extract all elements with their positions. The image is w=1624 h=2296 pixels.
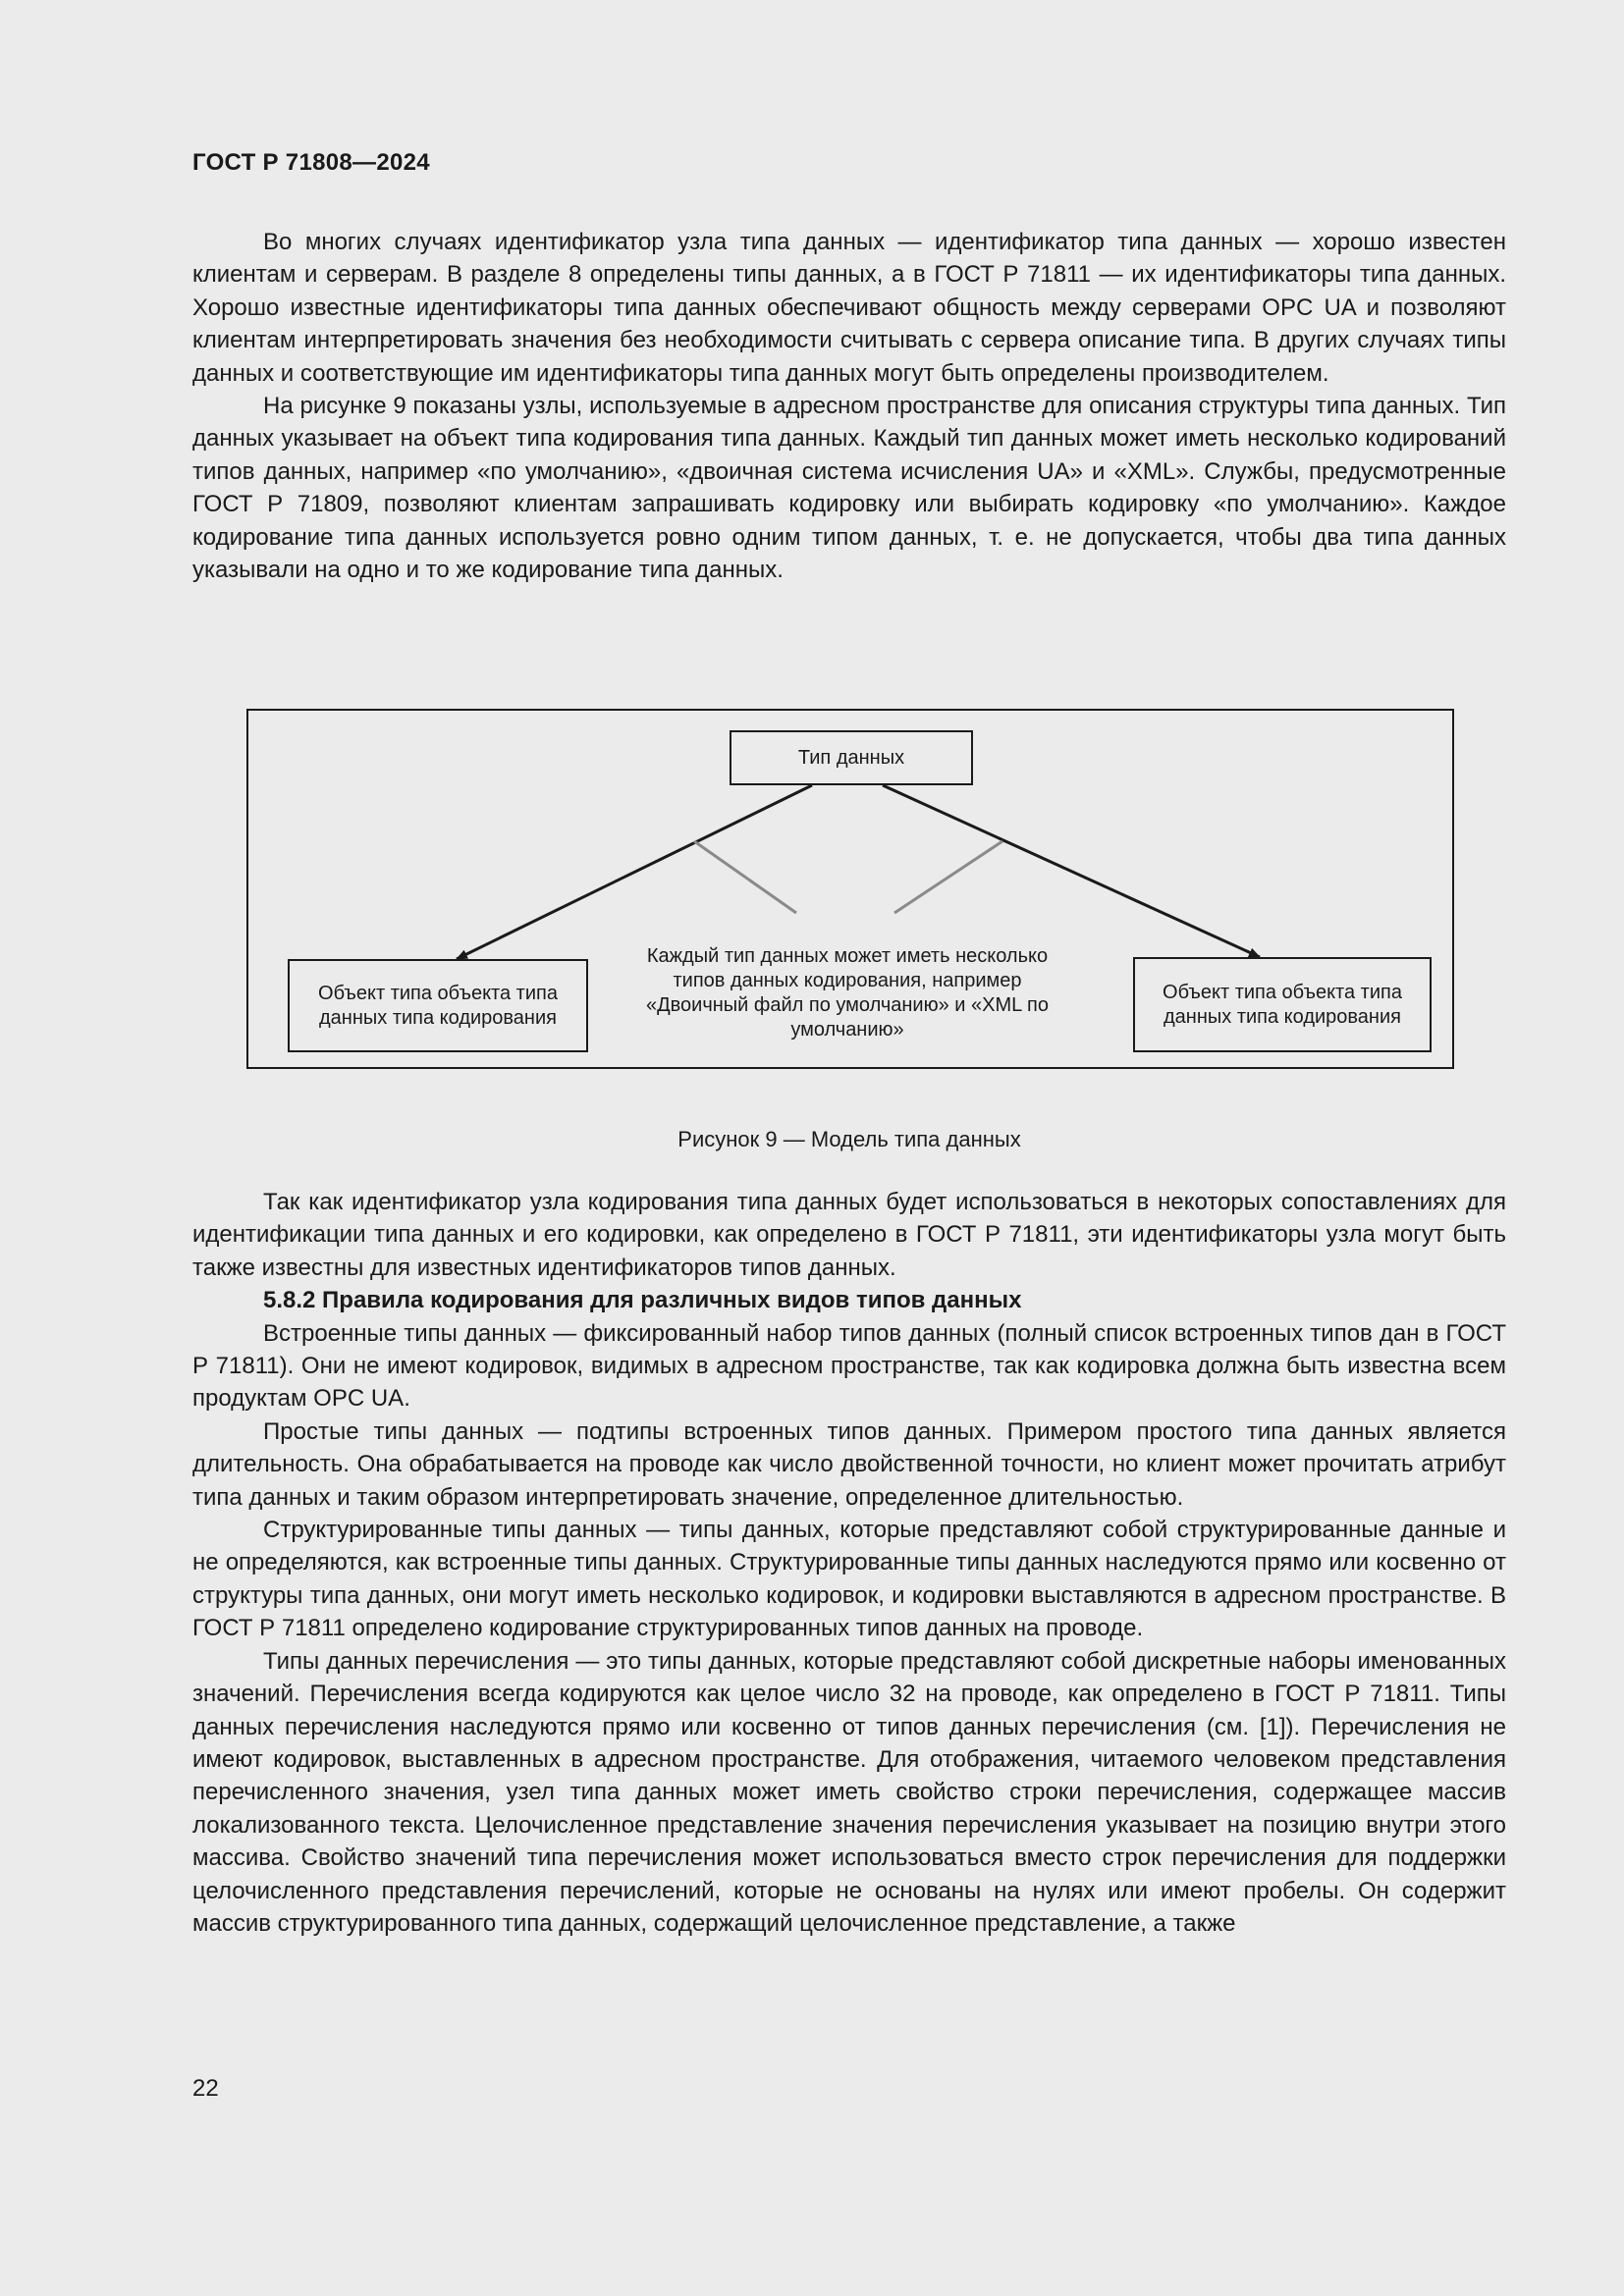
paragraph: Во многих случаях идентификатор узла типа данных — идентификатор типа данных — хорошо известен клиентам и серверам. В разделе 8 определены типы данных, а в ГОСТ Р 71811 — их идентификаторы типа данных. Хорошо известные идентификаторы типа данных обеспечивают общность между серверами OPC UA и позволяют клиентам интерпретировать значения без необходимости считывать с сервера описание типа. В других случаях типы данных и соответствующие им идентификаторы типа данных могут быть определены производителем. <box>192 229 1506 387</box>
figure-9-diagram <box>246 709 1454 1069</box>
paragraph: Типы данных перечисления — это типы данных, которые представляют собой дискретные наборы именованных значений. Перечисления всегда кодируются как целое число 32 на проводе, как определено в ГОСТ Р 71811. Типы данных перечисления наследуются прямо или косвенно от типов данных перечисления (см. [1]). Перечисления не имеют кодировок, выставленных в адресном пространстве. Для отображения, читаемого человеком представления перечисленного значения, узел типа данных может иметь свойство строки перечисления, содержащее массив локализованного текста. Целочисленное представление значения перечисления указывает на позицию внутри этого массива. Свойство значений типа перечисления может использоваться вместо строк перечисления для поддержки целочисленного представления перечислений, которые не основаны на нулях или имеют пробелы. Он содержит массив структурированного типа данных, содержащий целочисленное представление, а также <box>192 1647 1506 1937</box>
encoding-object-box-left: Объект типа объекта типа данных типа кодирования <box>288 959 588 1052</box>
note-pointer-right <box>894 841 1002 913</box>
arrow-to-left-box <box>457 785 812 959</box>
paragraph: Встроенные типы данных — фиксированный набор типов данных (полный список встроенных типов дан в ГОСТ Р 71811). Они не имеют кодировок, видимых в адресном пространстве, так как кодировка должна быть известна всем продуктам OPC UA. <box>192 1319 1506 1413</box>
document-header: ГОСТ Р 71808—2024 <box>192 149 430 176</box>
diagram-note: Каждый тип данных может иметь несколько типов данных кодирования, например «Двоичный файл по умолчанию» и «XML по умолчанию» <box>645 945 1050 1041</box>
arrow-to-right-box <box>883 785 1260 957</box>
paragraph: Так как идентификатор узла кодирования типа данных будет использоваться в некоторых сопоставлениях для идентификации типа данных и его кодировки, как определено в ГОСТ Р 71811, эти идентификаторы узла могут быть также известны для известных идентификаторов типов данных. <box>192 1189 1506 1281</box>
paragraph: Простые типы данных — подтипы встроенных типов данных. Примером простого типа данных является длительность. Она обрабатывается на проводе как число двойственной точности, но клиент может прочитать атрибут типа данных и таким образом интерпретировать значение, определенное длительностью. <box>192 1417 1506 1511</box>
encoding-object-box-right: Объект типа объекта типа данных типа кодирования <box>1133 957 1432 1052</box>
section-heading: 5.8.2 Правила кодирования для различных видов типов данных <box>263 1287 1022 1314</box>
data-type-box: Тип данных <box>730 730 973 785</box>
body-text <box>192 1186 1506 1940</box>
paragraph: Структурированные типы данных — типы данных, которые представляют собой структурированные данные и не определяются, как встроенные типы данных. Структурированные типы данных наследуются прямо или косвенно от структуры типа данных, они могут иметь несколько кодировок, и кодировки выставляются в адресном пространстве. В ГОСТ Р 71811 определено кодирование структурированных типов данных на проводе. <box>192 1517 1506 1642</box>
page-number: 22 <box>192 2075 219 2102</box>
note-pointer-left <box>694 841 796 913</box>
paragraph: На рисунке 9 показаны узлы, используемые в адресном пространстве для описания структуры типа данных. Тип данных указывает на объект типа кодирования типа данных. Каждый тип данных может иметь несколько кодирований типов данных, например «по умолчанию», «двоичная система исчисления UA» и «XML». Службы, предусмотренные ГОСТ Р 71809, позволяют клиентам запрашивать кодировку или выбирать кодировку «по умолчанию». Каждое кодирование типа данных используется ровно одним типом данных, т. е. не допускается, чтобы два типа данных указывали на одно и то же кодирование типа данных. <box>192 393 1506 584</box>
intro-text <box>192 226 1506 586</box>
figure-caption: Рисунок 9 — Модель типа данных <box>677 1127 1021 1151</box>
